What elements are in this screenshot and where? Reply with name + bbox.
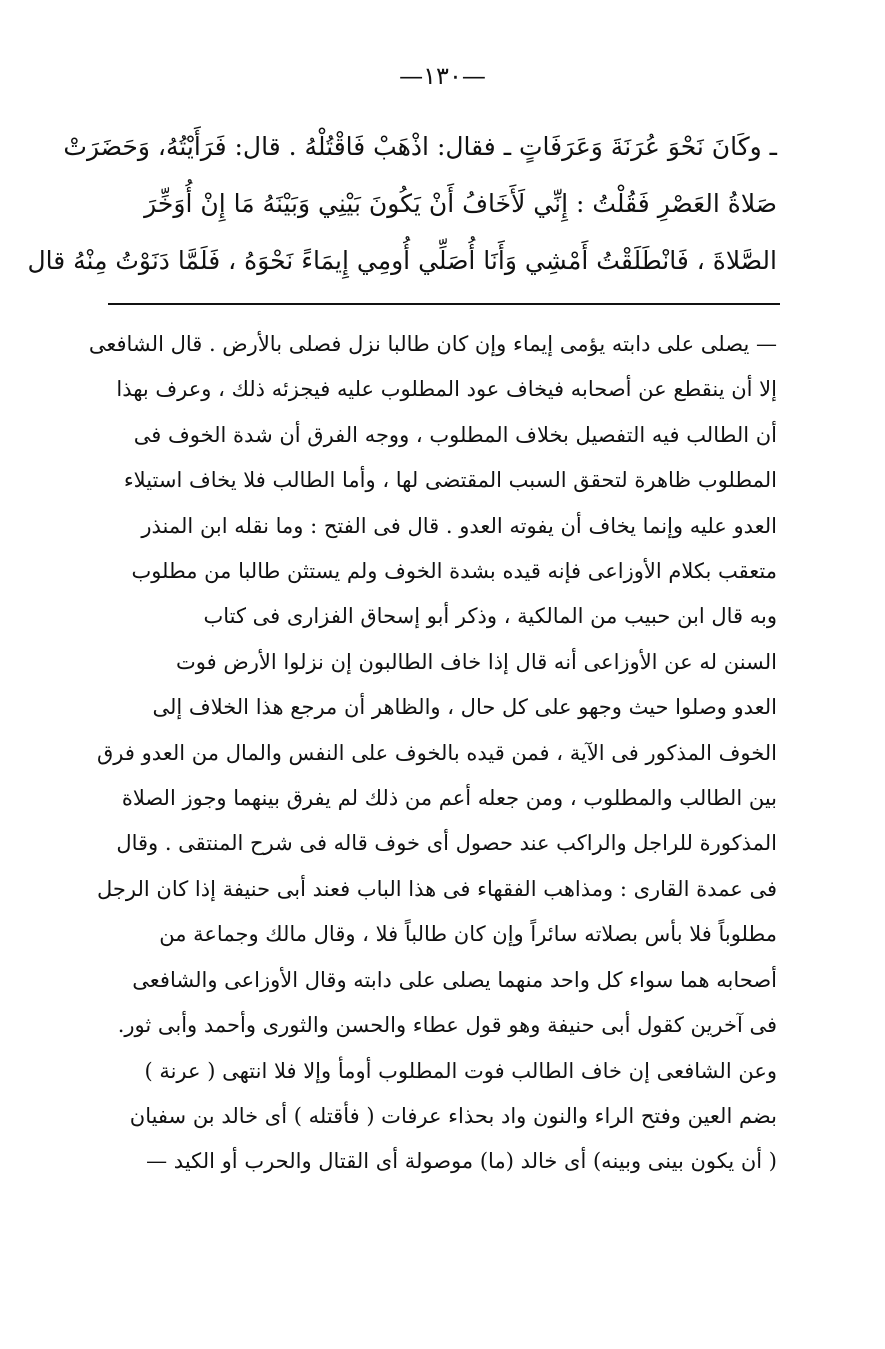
commentary-line: أن الطالب فيه التفصيل بخلاف المطلوب ، ووجه الفرق أن شدة الخوف فى	[133, 422, 777, 447]
page-number: —١٣٠—	[399, 62, 486, 90]
commentary-text	[88, 322, 777, 1185]
commentary-line: فى آخرين كقول أبى حنيفة وهو قول عطاء والحسن والثورى وأحمد وأبى ثور.	[117, 1013, 777, 1038]
commentary-line: المذكورة للراجل والراكب عند حصول أى خوف قاله فى شرح المنتقى . وقال	[116, 831, 777, 856]
separator-rule	[108, 303, 780, 305]
hadith-text	[27, 118, 777, 289]
commentary-line: بضم العين وفتح الراء والنون واد بحذاء عرفات ( فأقتله ) أى خالد بن سفيان	[129, 1103, 777, 1128]
commentary-line: السنن له عن الأوزاعى أنه قال إذا خاف الطالبون إن نزلوا الأرض فوت	[176, 649, 777, 674]
commentary-line: وعن الشافعى إن خاف الطالب فوت المطلوب أومأ وإلا فلا انتهى ( عرنة )	[144, 1058, 777, 1083]
commentary-line: ( أن يكون بينى وبينه) أى خالد (ما) موصولة أى القتال والحرب أو الكيد —	[146, 1149, 777, 1174]
hadith-line: صَلاةُ العَصْرِ فَقُلْتُ : إِنِّي لَأَخَافُ أَنْ يَكُونَ بَيْنِي وَبَيْنَهُ مَا إِنْ أُوَخِّرَ	[144, 189, 777, 218]
commentary-line: فى عمدة القارى : ومذاهب الفقهاء فى هذا الباب فعند أبى حنيفة إذا كان الرجل	[97, 876, 777, 901]
commentary-line: العدو وصلوا حيث وجهو على كل حال ، والظاهر أن مرجع هذا الخلاف إلى	[152, 695, 777, 720]
commentary-line: العدو عليه وإنما يخاف أن يفوته العدو . قال فى الفتح : وما نقله ابن المنذر	[141, 513, 777, 538]
commentary-line: وبه قال ابن حبيب من المالكية ، وذكر أبو إسحاق الفزارى فى كتاب	[203, 604, 777, 629]
commentary-line: بين الطالب والمطلوب ، ومن جعله أعم من ذلك لم يفرق بينهما وجوز الصلاة	[121, 786, 777, 811]
commentary-line: أصحابه هما سواء كل واحد منهما يصلى على دابته وقال الأوزاعى والشافعى	[132, 967, 777, 992]
hadith-line: الصَّلاةَ ، فَانْطَلَقْتُ أَمْشِي وَأَنَا أُصَلِّي أُومِي إِيمَاءً نَحْوَهُ ، فَلَمَّا دَنَوْتُ مِنْهُ قال	[27, 246, 777, 275]
hadith-line: ـ وكَانَ نَحْوَ عُرَنَةَ وَعَرَفَاتٍ ـ فقال: اذْهَبْ فَاقْتُلْهُ . قال: فَرَأَيْتُهُ، وَحَضَرَتْ	[63, 132, 777, 161]
commentary-line: الخوف المذكور فى الآية ، فمن قيده بالخوف على النفس والمال من العدو فرق	[97, 740, 777, 765]
commentary-line: — يصلى على دابته يؤمى إيماء وإن كان طالبا نزل فصلى بالأرض . قال الشافعى	[88, 332, 777, 356]
commentary-line: المطلوب ظاهرة لتحقق السبب المقتضى لها ، وأما الطالب فلا يخاف استيلاء	[123, 468, 777, 493]
commentary-line: متعقب بكلام الأوزاعى فإنه قيده بشدة الخوف ولم يستثن طالبا من مطلوب	[131, 559, 777, 584]
commentary-line: إلا أن ينقطع عن أصحابه فيخاف عود المطلوب عليه فيجزئه ذلك ، وعرف بهذا	[116, 377, 777, 402]
commentary-line: مطلوباً فلا بأس بصلاته سائراً وإن كان طالباً فلا ، وقال مالك وجماعة من	[159, 922, 777, 947]
